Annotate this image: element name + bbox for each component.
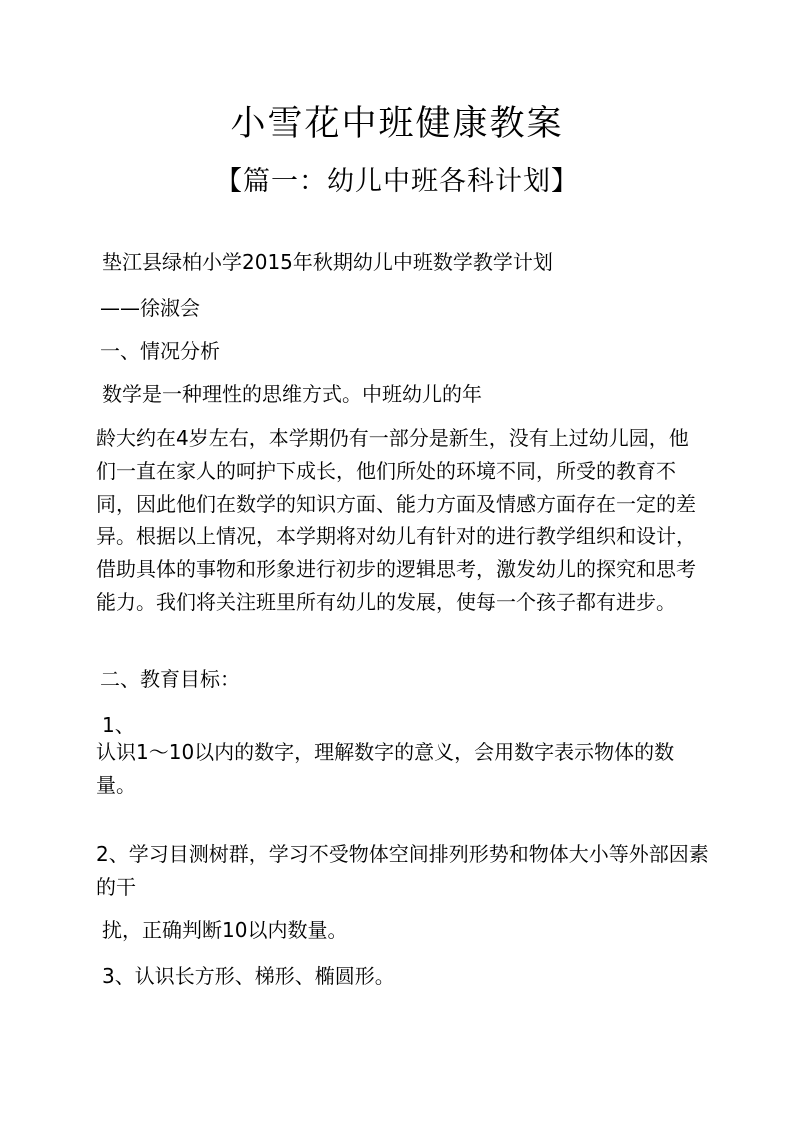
plan-heading: 垫江县绿柏小学2015年秋期幼儿中班数学教学计划 xyxy=(102,250,553,274)
goal-3-text: 3、认识长方形、梯形、椭圆形。 xyxy=(102,964,395,988)
goal-1-text: 认识1～10以内的数字，理解数字的意义，会用数字表示物体的数量。 xyxy=(96,740,675,797)
document-subtitle: 【篇一：幼儿中班各科计划】 xyxy=(215,166,579,197)
section-1-first-line: 数学是一种理性的思维方式。中班幼儿的年 xyxy=(102,382,482,406)
section-1-title: 一、情况分析 xyxy=(100,339,220,363)
author-line: ——徐淑会 xyxy=(100,296,200,320)
goal-2-continued: 扰，正确判断10以内数量。 xyxy=(102,918,348,942)
goal-1-number: 1、 xyxy=(102,713,135,737)
section-2-title: 二、教育目标： xyxy=(100,667,240,691)
document-title: 小雪花中班健康教案 xyxy=(230,104,564,144)
goal-2-text: 2、学习目测树群，学习不受物体空间排列形势和物体大小等外部因素的干 xyxy=(96,842,709,899)
section-1-body: 龄大约在4岁左右，本学期仍有一部分是新生，没有上过幼儿园，他们一直在家人的呵护下成长，他们所处的环境不同，所受的教育不同，因此他们在数学的知识方面、能力方面及情感方面存在一定的差异。根据以上情况，本学期将对幼儿有针对的进行教学组织和设计，借助具体的事物和形象进行初步的逻辑思考，激发幼儿的探究和思考能力。我们将关注班里所有幼儿的发展，使每一个孩子都有进步。 xyxy=(96,426,696,614)
